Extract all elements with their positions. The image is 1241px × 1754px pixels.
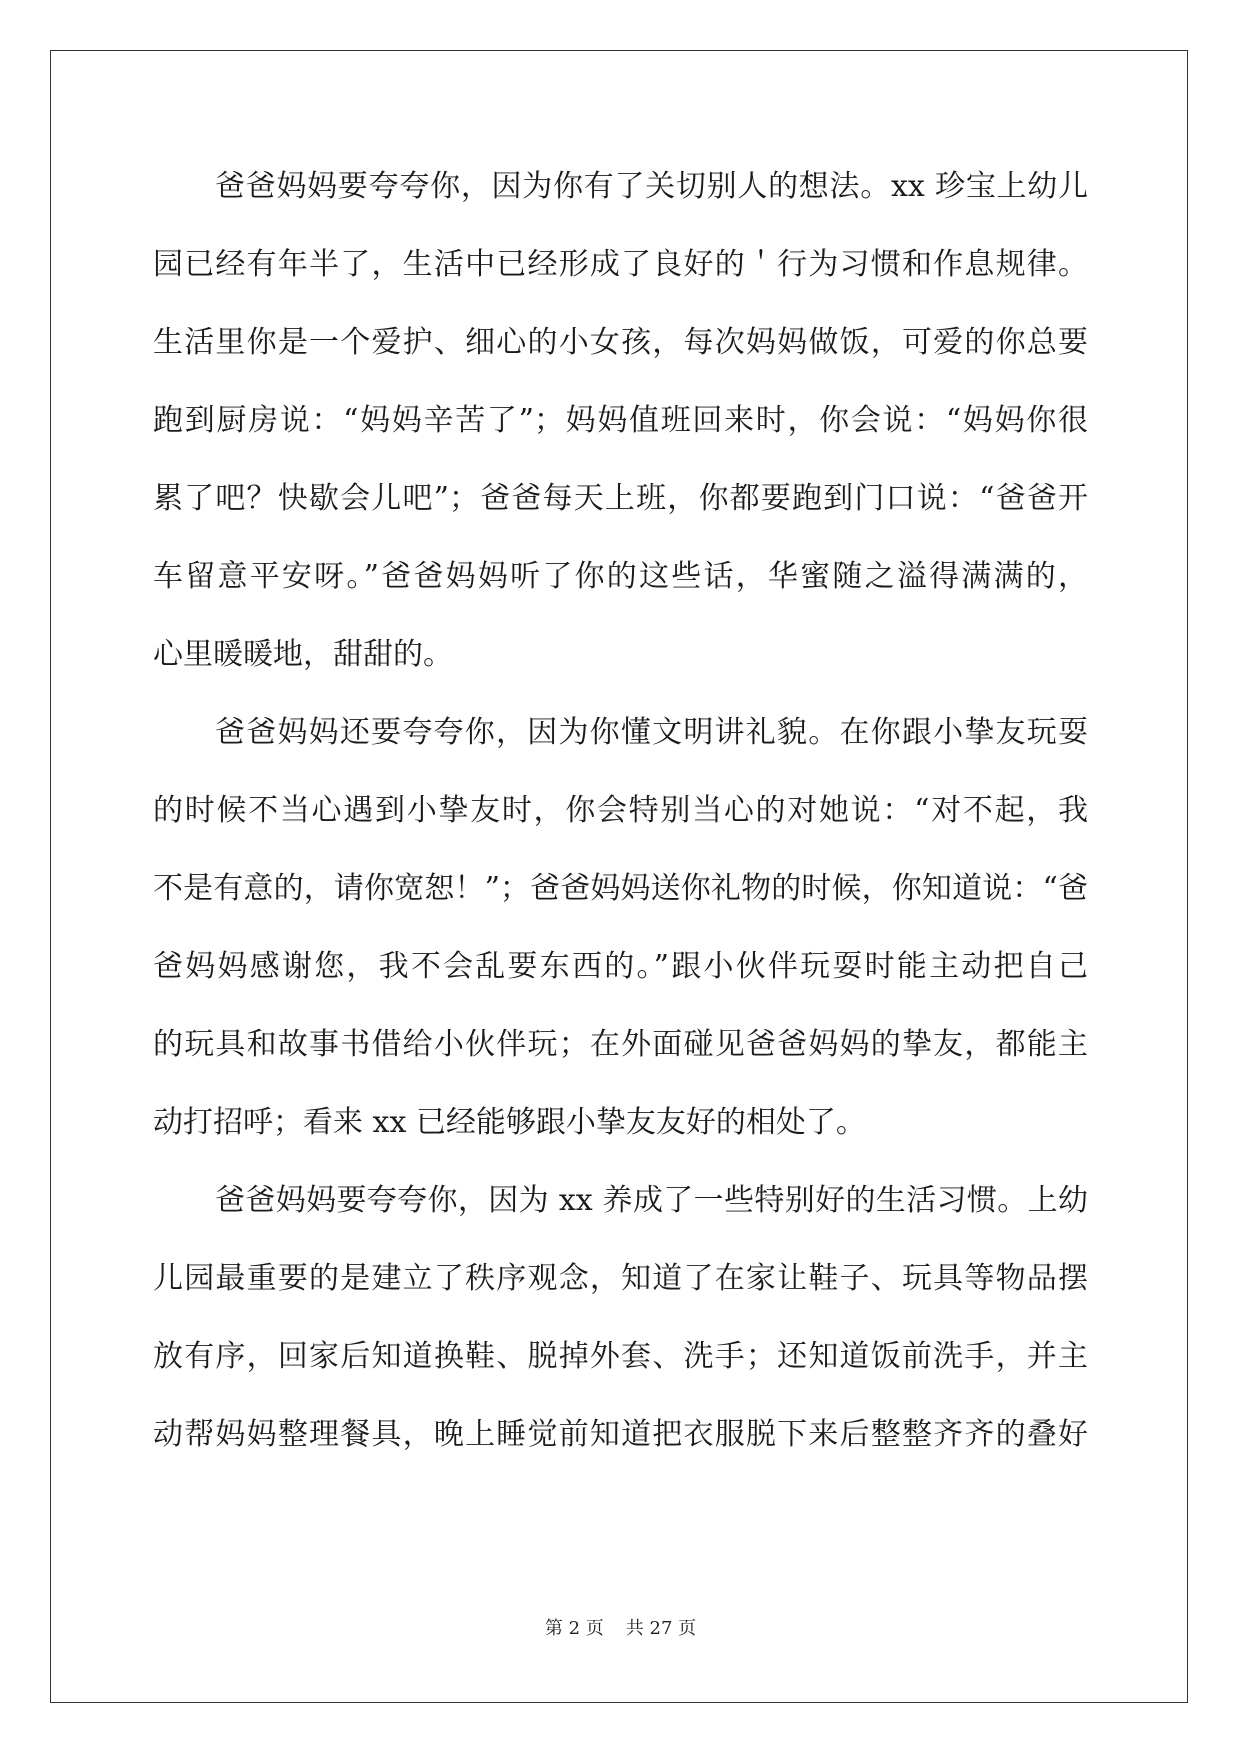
page-total: 共 27 页 xyxy=(625,1618,697,1639)
paragraph-2-line-1: 爸爸妈妈还要夸夸你，因为你懂文明讲礼貌。在你跟小挚友玩耍 xyxy=(215,715,1088,750)
document-body xyxy=(153,148,1088,1474)
paragraph-2-line-3: 不是有意的，请你宽恕！”；爸爸妈妈送你礼物的时候，你知道说：“爸 xyxy=(153,871,1088,906)
paragraph-1-line-7: 心里暖暖地，甜甜的。 xyxy=(153,637,453,672)
page-number: 第 2 页 xyxy=(544,1618,604,1639)
paragraph-2-line-6: 动打招呼；看来 xx 已经能够跟小挚友友好的相处了。 xyxy=(153,1105,866,1140)
paragraph-3-line-2: 儿园最重要的是建立了秩序观念，知道了在家让鞋子、玩具等物品摆 xyxy=(153,1261,1088,1296)
paragraph-3-line-4: 动帮妈妈整理餐具，晚上睡觉前知道把衣服脱下来后整整齐齐的叠好 xyxy=(153,1417,1088,1452)
page-footer xyxy=(0,1614,1241,1640)
paragraph-2-line-2: 的时候不当心遇到小挚友时，你会特别当心的对她说：“对不起，我 xyxy=(153,793,1088,828)
paragraph-3-line-1: 爸爸妈妈要夸夸你，因为 xx 养成了一些特别好的生活习惯。上幼 xyxy=(215,1183,1088,1218)
paragraph-2-line-4: 爸妈妈感谢您，我不会乱要东西的。”跟小伙伴玩耍时能主动把自己 xyxy=(153,949,1088,984)
paragraph-1-line-6: 车留意平安呀。”爸爸妈妈听了你的这些话，华蜜随之溢得满满的， xyxy=(153,559,1088,594)
paragraph-1-line-3: 生活里你是一个爱护、细心的小女孩，每次妈妈做饭，可爱的你总要 xyxy=(153,325,1088,360)
paragraph-3-line-3: 放有序，回家后知道换鞋、脱掉外套、洗手；还知道饭前洗手，并主 xyxy=(153,1339,1088,1374)
paragraph-1-line-4: 跑到厨房说：“妈妈辛苦了”；妈妈值班回来时，你会说：“妈妈你很 xyxy=(153,403,1088,438)
paragraph-1-line-5: 累了吧？快歇会儿吧”；爸爸每天上班，你都要跑到门口说：“爸爸开 xyxy=(153,481,1088,516)
paragraph-2-line-5: 的玩具和故事书借给小伙伴玩；在外面碰见爸爸妈妈的挚友，都能主 xyxy=(153,1027,1088,1062)
paragraph-1-line-1: 爸爸妈妈要夸夸你，因为你有了关切别人的想法。xx 珍宝上幼儿 xyxy=(215,169,1088,204)
paragraph-1-line-2: 园已经有年半了，生活中已经形成了良好的＇行为习惯和作息规律。 xyxy=(153,247,1088,282)
